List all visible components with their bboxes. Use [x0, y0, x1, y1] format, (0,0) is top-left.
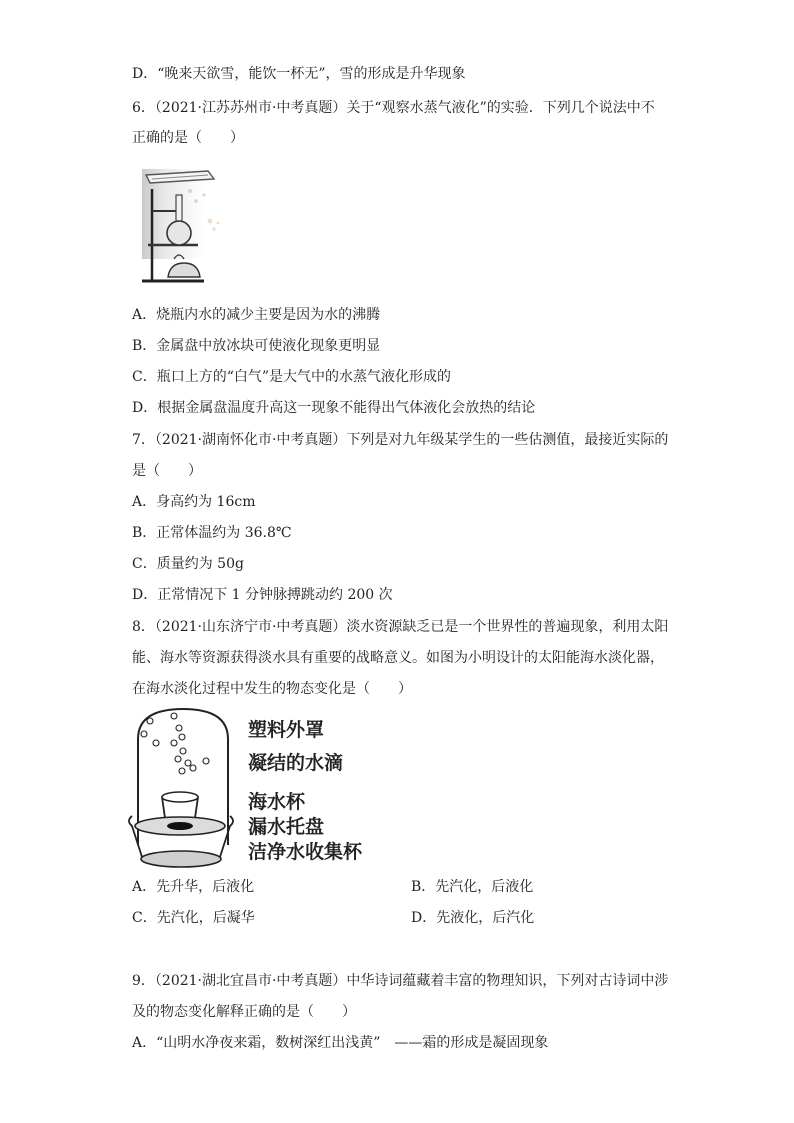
flask	[167, 221, 191, 245]
q6-option-b: B．金属盘中放冰块可使液化现象更明显	[132, 338, 381, 354]
q9-stem-line1: 9．（2021·湖北宜昌市·中考真题）中华诗词蕴藏着丰富的物理知识，下列对古诗词中涉	[132, 973, 669, 989]
q7-option-a: A．身高约为 16cm	[132, 494, 256, 510]
q7-option-b: B．正常体温约为 36.8℃	[132, 525, 292, 541]
figure-label-water-droplets: 凝结的水滴	[248, 752, 344, 774]
q5-option-d: D．“晚来天欲雪，能饮一杯无”，雪的形成是升华现象	[132, 66, 466, 82]
alcohol-lamp	[168, 263, 200, 277]
q9-stem-line2: 及的物态变化解释正确的是（ ）	[132, 1004, 356, 1020]
water-droplets	[141, 713, 209, 774]
q9-option-a: A．“山明水净夜来霜，数树深红出浅黄” ——霜的形成是凝固现象	[132, 1035, 549, 1051]
q8-option-c: C．先汽化，后凝华	[132, 910, 255, 926]
q6-option-d: D．根据金属盘温度升高这一现象不能得出气体液化会放热的结论	[132, 400, 536, 416]
q8-stem-line3: 在海水淡化过程中发生的物态变化是（ ）	[132, 681, 412, 697]
q6-option-c: C．瓶口上方的“白气”是大气中的水蒸气液化形成的	[132, 369, 452, 385]
q7-stem-line1: 7．（2021·湖南怀化市·中考真题）下列是对九年级某学生的一些估测值，最接近实际的	[132, 432, 669, 448]
q8-option-b: B．先汽化，后液化	[411, 879, 534, 895]
q6-experiment-figure	[138, 165, 228, 287]
q8-stem-line2: 能、海水等资源获得淡水具有重要的战略意义。如图为小明设计的太阳能海水淡化器，	[132, 650, 664, 666]
q6-stem-line1: 6．（2021·江苏苏州市·中考真题）关于“观察水蒸气液化”的实验．下列几个说法中不	[132, 100, 655, 116]
q8-stem-line1: 8．（2021·山东济宁市·中考真题）淡水资源缺乏已是一个世界性的普遍现象，利用太阳	[132, 619, 669, 635]
clean-water-cup	[141, 851, 221, 867]
figure-label-plastic-cover: 塑料外罩	[248, 719, 325, 741]
q8-option-a: A．先升华，后液化	[132, 879, 255, 895]
q7-stem-line2: 是（ ）	[132, 463, 202, 479]
figure-label-clean-water-cup: 洁净水收集杯	[248, 841, 363, 863]
q7-option-d: D．正常情况下 1 分钟脉搏跳动约 200 次	[132, 587, 393, 603]
q6-option-a: A．烧瓶内水的减少主要是因为水的沸腾	[132, 307, 381, 323]
q7-option-c: C．质量约为 50g	[132, 556, 244, 572]
figure-label-leaking-tray: 漏水托盘	[248, 816, 325, 838]
q8-option-d: D．先液化，后汽化	[411, 910, 535, 926]
figure-label-seawater-cup: 海水杯	[248, 791, 306, 813]
q8-desalinator-figure	[128, 705, 248, 875]
q6-stem-line2: 正确的是（ ）	[132, 130, 244, 146]
